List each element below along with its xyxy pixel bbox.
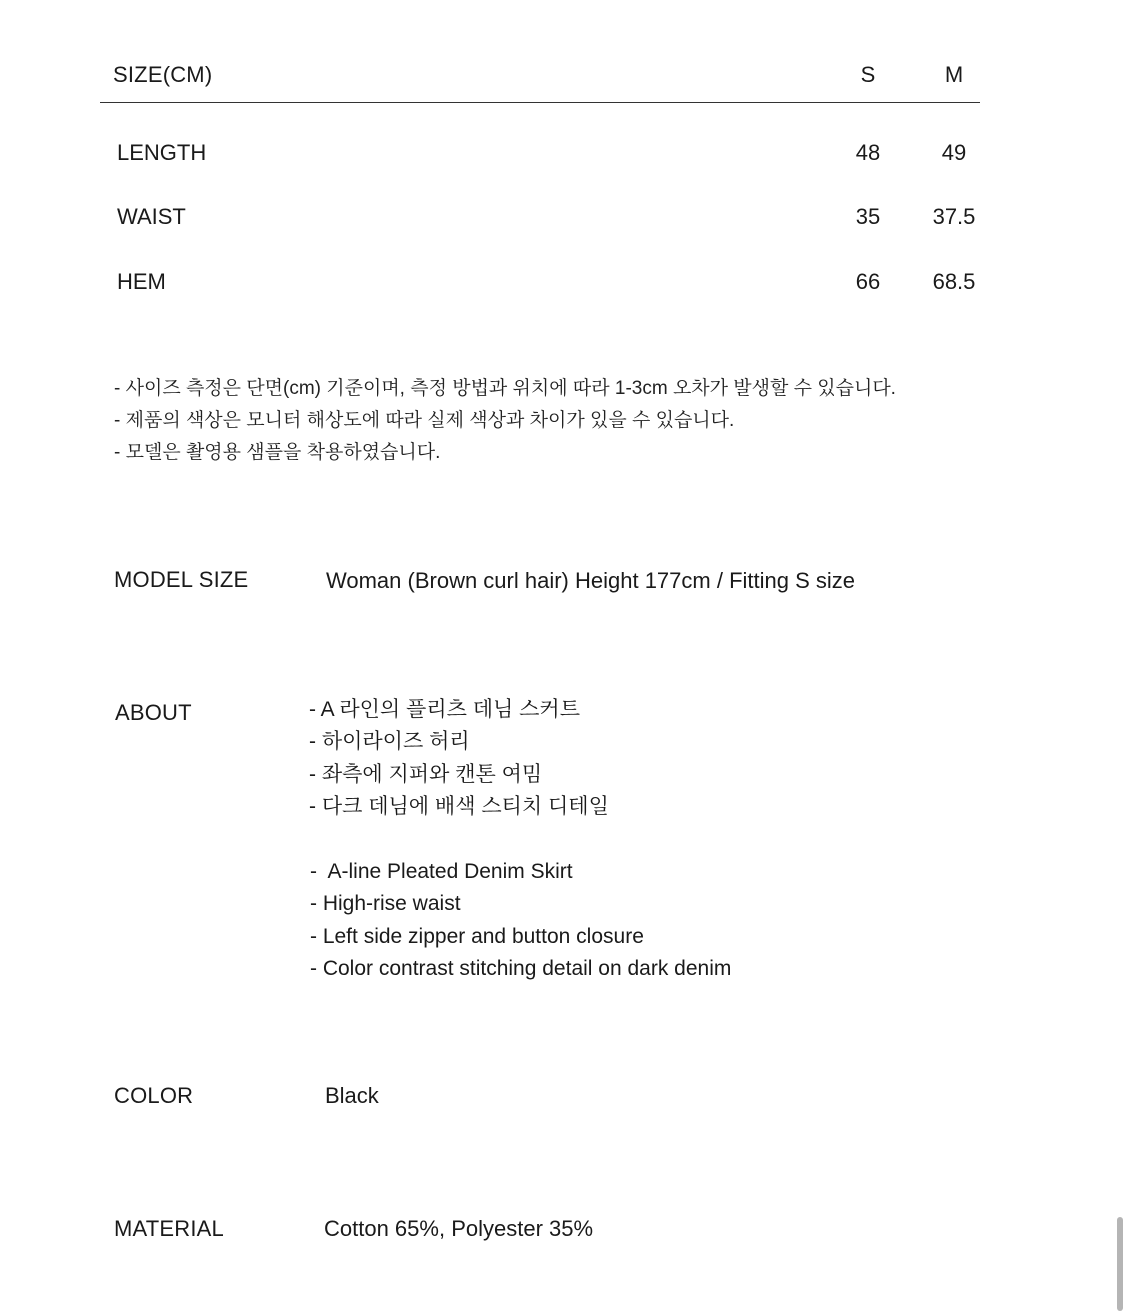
size-table-header-label: SIZE(CM) [113, 62, 213, 87]
about-english-item: - Color contrast stitching detail on dark denim [310, 956, 732, 980]
about-english-list [310, 856, 731, 985]
about-korean-list [309, 694, 609, 823]
material-label: MATERIAL [114, 1216, 224, 1241]
row-label: LENGTH [117, 140, 207, 165]
size-header-m: M [944, 62, 964, 87]
row-value-s: 48 [855, 140, 881, 165]
about-english-item: - A-line Pleated Denim Skirt [310, 860, 573, 883]
row-value-m: 68.5 [932, 269, 976, 294]
note-line: - 제품의 색상은 모니터 해상도에 따라 실제 색상과 차이가 있을 수 있습니다. [114, 410, 735, 431]
row-value-s: 35 [855, 204, 881, 229]
about-korean-item: - A 라인의 플리츠 데님 스커트 [309, 698, 581, 721]
size-header-s: S [860, 62, 876, 87]
color-value: Black [325, 1083, 379, 1108]
about-korean-item: - 다크 데님에 배색 스티치 디테일 [309, 794, 609, 818]
row-label: WAIST [117, 204, 186, 229]
row-value-m: 49 [941, 140, 967, 165]
note-line: - 모델은 촬영용 샘플을 착용하였습니다. [114, 442, 441, 463]
size-notes [114, 373, 896, 469]
row-value-s: 66 [855, 269, 881, 294]
about-korean-item: - 좌측에 지퍼와 캔톤 여밈 [309, 762, 543, 786]
about-english-item: - High-rise waist [310, 892, 461, 916]
model-size-value: Woman (Brown curl hair) Height 177cm / Fitting S size [326, 568, 855, 593]
color-label: COLOR [114, 1083, 194, 1108]
row-value-m: 37.5 [932, 204, 976, 229]
material-value: Cotton 65%, Polyester 35% [324, 1216, 594, 1241]
row-label: HEM [117, 269, 166, 294]
about-english-item: - Left side zipper and button closure [310, 924, 644, 948]
about-label: ABOUT [115, 700, 192, 725]
size-table-divider [100, 102, 980, 103]
scrollbar[interactable] [1117, 1217, 1123, 1311]
note-line: - 사이즈 측정은 단면(cm) 기준이며, 측정 방법과 위치에 따라 1-3cm 오차가 발생할 수 있습니다. [114, 378, 896, 399]
about-korean-item: - 하이라이즈 허리 [309, 730, 470, 754]
model-size-label: MODEL SIZE [114, 567, 249, 592]
